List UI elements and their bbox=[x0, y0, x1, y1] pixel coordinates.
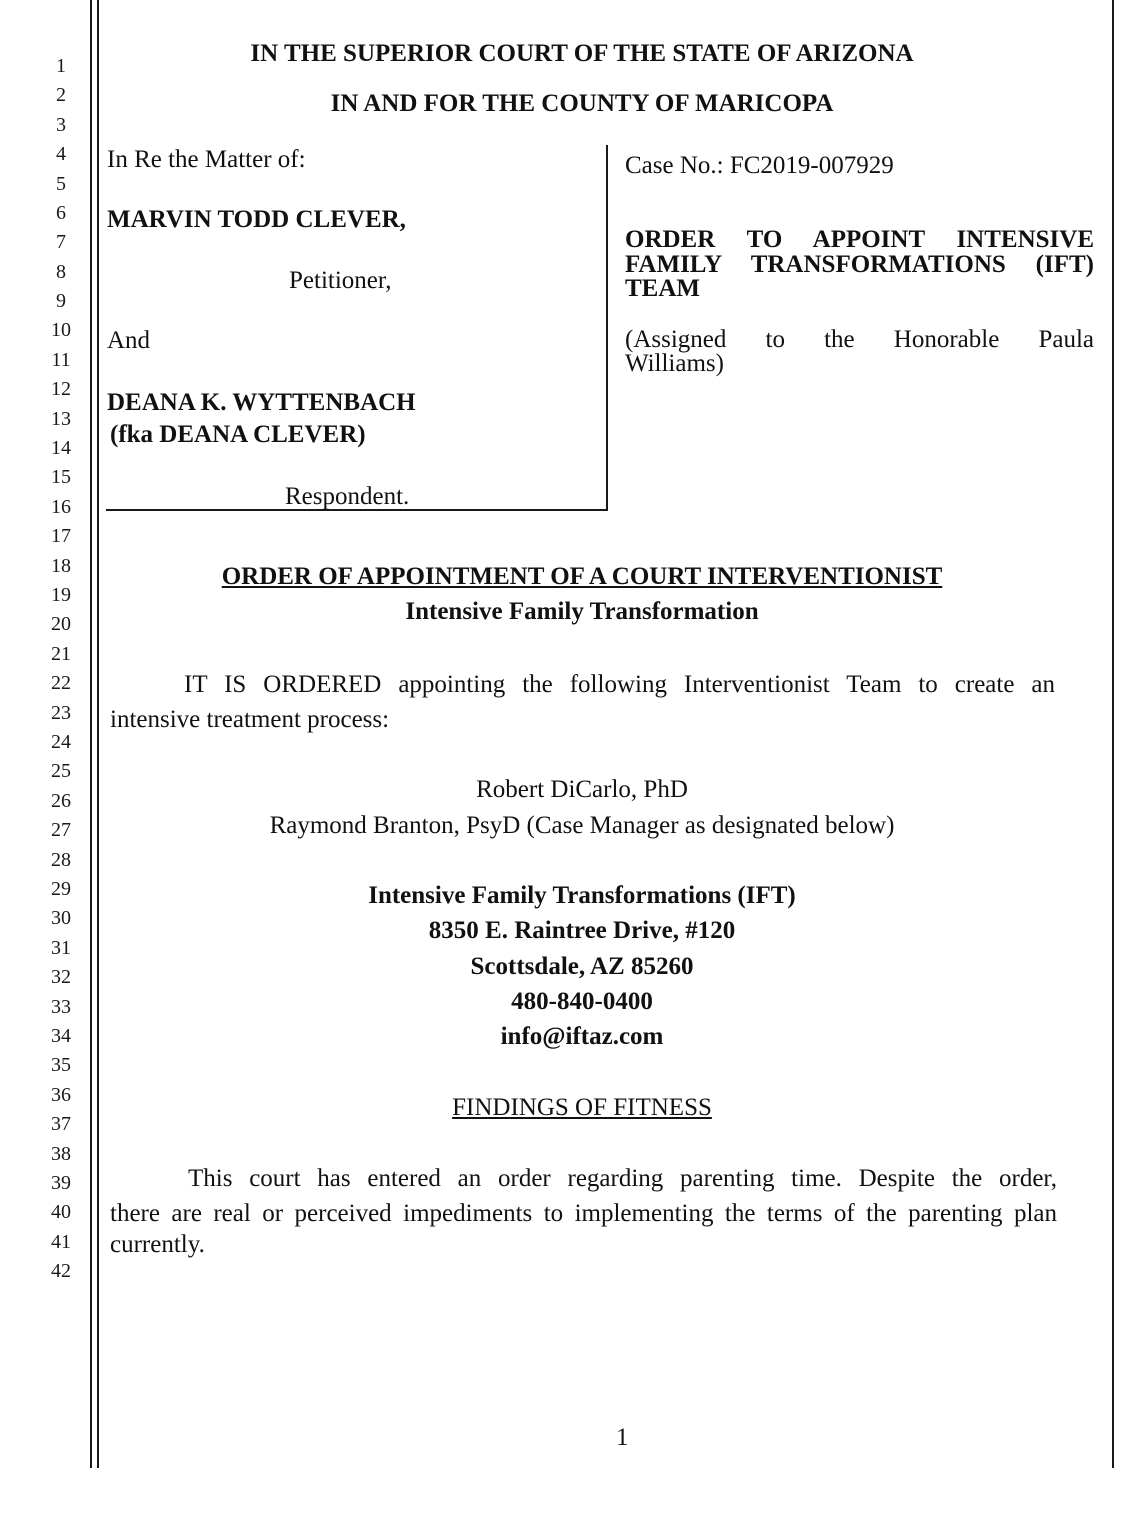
line-number: 15 bbox=[51, 466, 71, 488]
and-label: And bbox=[107, 327, 151, 354]
line-number: 20 bbox=[51, 613, 71, 635]
line-number: 8 bbox=[56, 261, 66, 283]
case-number: Case No.: FC2019-007929 bbox=[625, 152, 894, 179]
line-number: 24 bbox=[51, 731, 71, 753]
line-number: 27 bbox=[51, 819, 71, 841]
line-number: 7 bbox=[56, 231, 66, 253]
left-margin-rule-inner bbox=[97, 0, 99, 1468]
in-re-label: In Re the Matter of: bbox=[107, 146, 306, 173]
org-street: 8350 E. Raintree Drive, #120 bbox=[428, 917, 736, 944]
line-number: 17 bbox=[51, 525, 71, 547]
org-phone: 480-840-0400 bbox=[511, 988, 653, 1015]
findings-line1: This court has entered an order regarding parenting time. Despite the order, bbox=[188, 1165, 1057, 1192]
line-number: 30 bbox=[51, 907, 71, 929]
line-number: 3 bbox=[56, 114, 66, 136]
order-heading: ORDER OF APPOINTMENT OF A COURT INTERVENTIONIST bbox=[221, 563, 943, 590]
line-number: 33 bbox=[51, 996, 71, 1018]
line-number: 18 bbox=[51, 555, 71, 577]
line-number: 13 bbox=[51, 408, 71, 430]
line-number: 35 bbox=[51, 1054, 71, 1076]
respondent-label: Respondent. bbox=[285, 483, 410, 510]
line-number: 21 bbox=[51, 643, 71, 665]
petitioner-name: MARVIN TODD CLEVER, bbox=[107, 206, 406, 233]
line-number: 4 bbox=[56, 143, 66, 165]
line-number: 38 bbox=[51, 1143, 71, 1165]
line-number: 12 bbox=[51, 378, 71, 400]
line-number: 22 bbox=[51, 672, 71, 694]
line-number: 34 bbox=[51, 1025, 71, 1047]
ordered-line1: IT IS ORDERED appointing the following Interventionist Team to create an bbox=[184, 671, 1055, 698]
order-title-line2: FAMILY TRANSFORMATIONS (IFT) bbox=[625, 251, 1094, 278]
line-number: 42 bbox=[51, 1260, 71, 1282]
team-member-1: Robert DiCarlo, PhD bbox=[476, 776, 688, 803]
ordered-line2: intensive treatment process: bbox=[110, 706, 390, 733]
line-number: 25 bbox=[51, 760, 71, 782]
line-number: 1 bbox=[56, 55, 66, 77]
line-number: 40 bbox=[51, 1201, 71, 1223]
findings-line3: currently. bbox=[110, 1231, 205, 1258]
line-number: 2 bbox=[56, 84, 66, 106]
line-number: 37 bbox=[51, 1113, 71, 1135]
page-number: 1 bbox=[616, 1424, 629, 1451]
line-number: 23 bbox=[51, 702, 71, 724]
assigned-judge-line1: (Assigned to the Honorable Paula bbox=[625, 326, 1094, 353]
team-member-2: Raymond Branton, PsyD (Case Manager as designated below) bbox=[269, 812, 895, 839]
line-number: 39 bbox=[51, 1172, 71, 1194]
line-number: 11 bbox=[51, 349, 71, 371]
line-number: 19 bbox=[51, 584, 71, 606]
line-number: 41 bbox=[51, 1231, 71, 1253]
line-number: 31 bbox=[51, 937, 71, 959]
petitioner-label: Petitioner, bbox=[289, 267, 392, 294]
respondent-fka: (fka DEANA CLEVER) bbox=[110, 421, 366, 448]
line-number: 6 bbox=[56, 202, 66, 224]
right-margin-rule bbox=[1112, 0, 1114, 1468]
line-number: 28 bbox=[51, 849, 71, 871]
court-name: IN THE SUPERIOR COURT OF THE STATE OF ARIZONA bbox=[250, 40, 914, 67]
org-name: Intensive Family Transformations (IFT) bbox=[368, 882, 796, 909]
assigned-judge-line2: Williams) bbox=[625, 350, 724, 377]
org-city: Scottsdale, AZ 85260 bbox=[470, 953, 694, 980]
line-number: 36 bbox=[51, 1084, 71, 1106]
order-title-line1: ORDER TO APPOINT INTENSIVE bbox=[625, 226, 1094, 253]
respondent-name: DEANA K. WYTTENBACH bbox=[107, 389, 416, 416]
line-number: 10 bbox=[51, 319, 71, 341]
line-number: 9 bbox=[56, 290, 66, 312]
line-number: 26 bbox=[51, 790, 71, 812]
line-number: 29 bbox=[51, 878, 71, 900]
line-number: 14 bbox=[51, 437, 71, 459]
line-number: 32 bbox=[51, 966, 71, 988]
findings-line2: there are real or perceived impediments to implementing the terms of the parenting plan bbox=[110, 1200, 1057, 1227]
left-margin-rule-outer bbox=[90, 0, 92, 1468]
order-subheading: Intensive Family Transformation bbox=[405, 598, 759, 625]
line-number: 16 bbox=[51, 496, 71, 518]
court-county: IN AND FOR THE COUNTY OF MARICOPA bbox=[330, 90, 834, 117]
line-number: 5 bbox=[56, 173, 66, 195]
caption-divider bbox=[606, 145, 608, 511]
org-email: info@iftaz.com bbox=[500, 1023, 664, 1050]
findings-heading: FINDINGS OF FITNESS bbox=[452, 1094, 712, 1121]
order-title-line3: TEAM bbox=[625, 275, 700, 302]
